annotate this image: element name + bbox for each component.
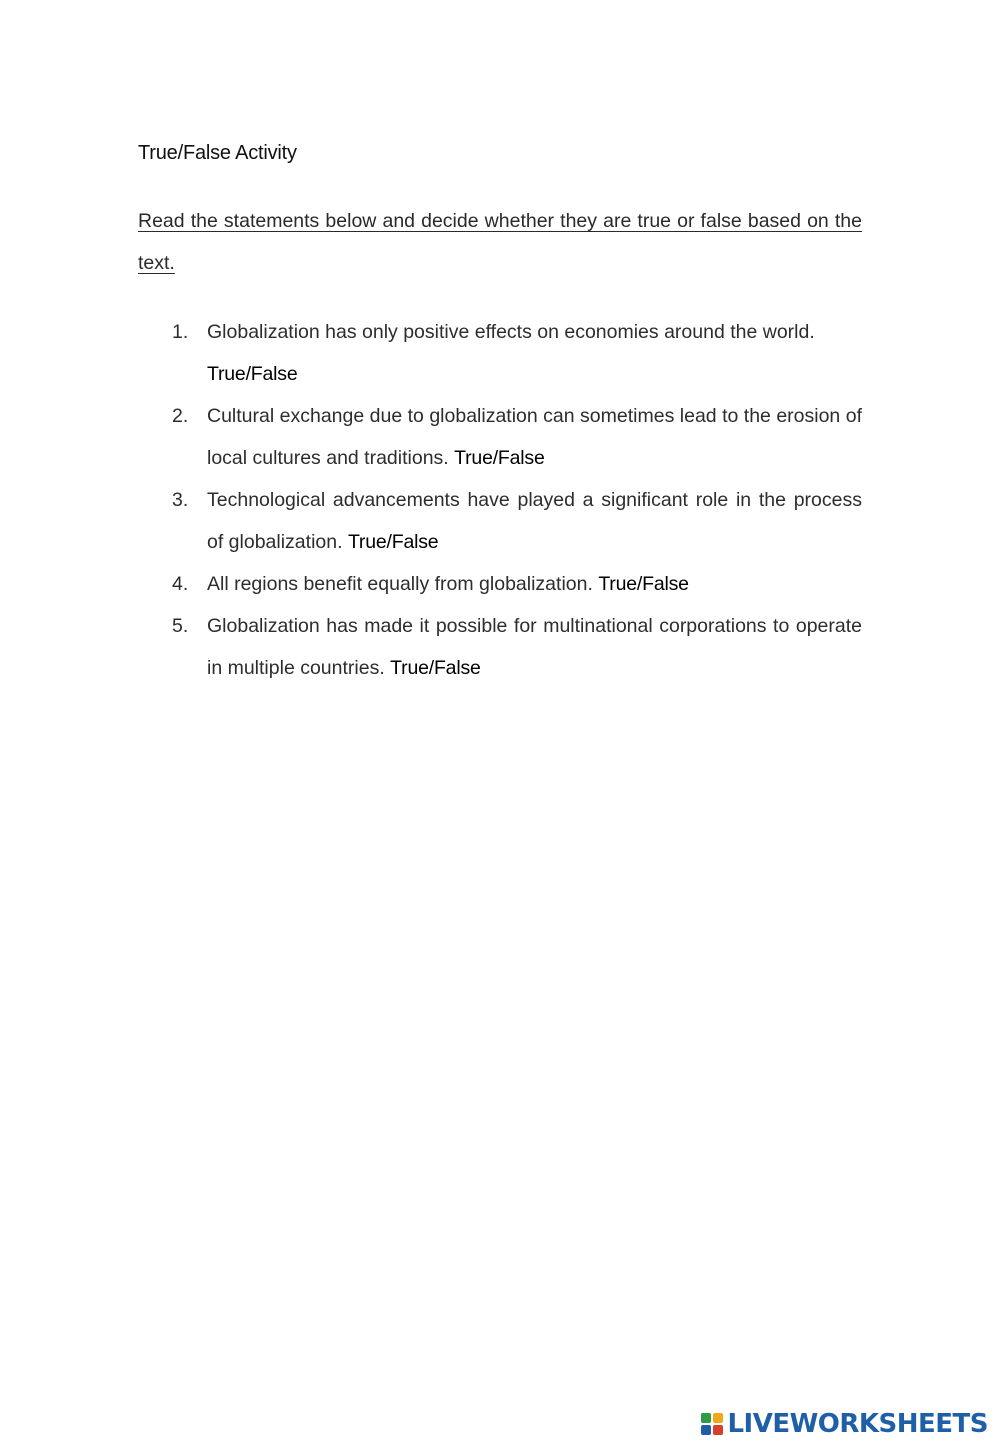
statement-item-2 (138, 395, 862, 479)
logo-square-blue (701, 1425, 711, 1435)
statement-text: Technological advancements have played a significant role in the process of globalization. (207, 489, 862, 553)
statement-text: Globalization has only positive effects on economies around the world. (207, 321, 815, 343)
logo-square-red (713, 1425, 723, 1435)
statement-text: Cultural exchange due to globalization can sometimes lead to the erosion of local cultures and traditions. (207, 405, 862, 469)
statement-list (138, 311, 862, 689)
logo-grid-icon (701, 1413, 723, 1435)
true-false-answer[interactable]: True/False (207, 363, 298, 385)
statement-number: 1. (172, 321, 189, 343)
statement-item-4 (138, 563, 862, 605)
statement-item-1 (138, 311, 862, 395)
statement-item-3 (138, 479, 862, 563)
liveworksheets-logo (701, 1408, 988, 1440)
statement-text: All regions benefit equally from globalization. (207, 573, 593, 595)
true-false-answer[interactable]: True/False (454, 447, 545, 469)
statement-number: 4. (172, 573, 189, 595)
true-false-answer[interactable]: True/False (390, 657, 481, 679)
instructions: Read the statements below and decide whether they are true or false based on the text. (138, 210, 862, 274)
true-false-answer[interactable]: True/False (598, 573, 689, 595)
statement-number: 5. (172, 615, 189, 637)
true-false-answer[interactable]: True/False (347, 531, 439, 553)
statement-number: 3. (172, 489, 189, 511)
logo-square-yellow (713, 1413, 723, 1423)
logo-square-green (701, 1413, 711, 1423)
statement-item-5 (138, 605, 862, 689)
statement-text: Globalization has made it possible for multinational corporations to operate in multiple countries. (207, 615, 862, 679)
page-title: True/False Activity (138, 142, 297, 164)
statement-number: 2. (172, 405, 189, 427)
logo-text: LIVEWORKSHEETS (727, 1409, 988, 1439)
